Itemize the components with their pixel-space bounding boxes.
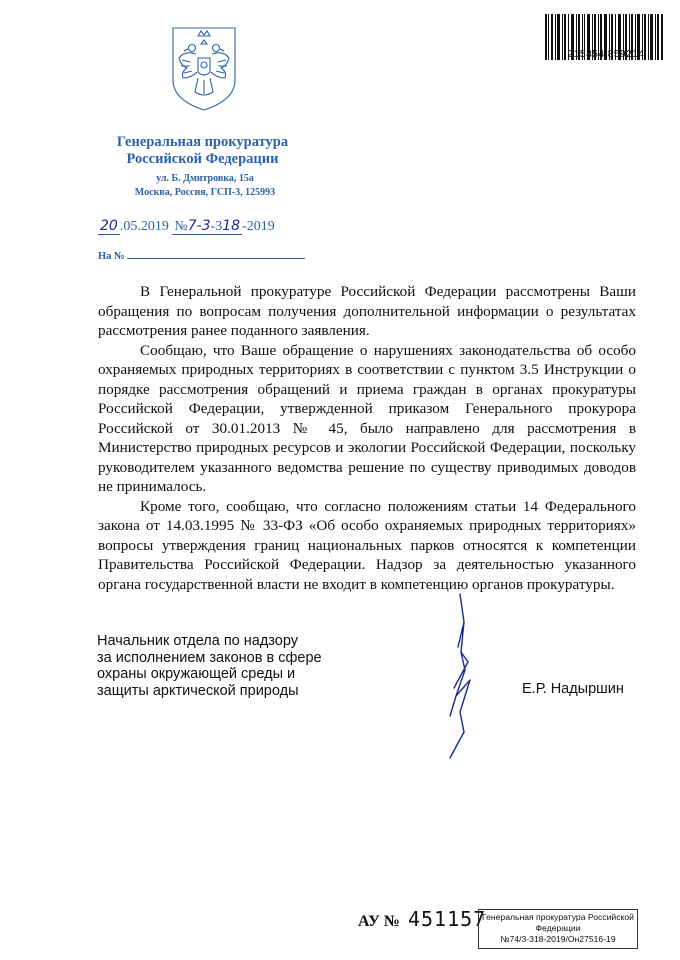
signatory-title-line4: защиты арктической природы	[97, 682, 299, 699]
organization-address	[105, 172, 305, 200]
body-paragraph-2: Сообщаю, что Ваше обращение о нарушениях законодательства об особо охраняемых природных территориях в соответствии с пунктом 3.5 Инструкции о порядке рассмотрения обращений и приема граждан в органах прокуратуры Российской Федерации, утвержденной приказом Генерального прокурора Российской от 30.01.2013 № 45, было направлено для рассмотрения в Министерство природных ресурсов и экологии Российской Федерации, поскольку руководителем указанного ведомства решение по существу приводимых доводов не принималось.	[98, 341, 636, 495]
org-name-line1: Генеральная прокуратура	[116, 134, 289, 150]
stamp-line3: №74/3-318-2019/Он27516-19	[500, 934, 616, 944]
signatory-title-line3: охраны окружающей среды и	[97, 666, 296, 682]
address-line2: Москва, Россия, ГСП-3, 125993	[134, 187, 276, 198]
number-suffix: -2019	[242, 219, 275, 234]
reply-reference-label: На №	[98, 251, 125, 262]
org-name-line2: Российской Федерации	[126, 151, 279, 167]
body-paragraph-3: Кроме того, сообщаю, что согласно положениям статьи 14 Федерального закона от 14.03.1995 № 33-ФЗ «Об особо охраняемых природных территориях» вопросы утверждения границ национальных парков относятся к компетенции Правительства Российской Федерации. Надзор за деятельностью указанного органа государственной власти не входит в компетенцию органов прокуратуры.	[98, 497, 636, 593]
signatory-name: Е.Р. Надыршин	[522, 681, 624, 697]
date-day-handwritten: 20	[100, 218, 118, 234]
registry-number	[358, 907, 486, 931]
number-handwritten-2: 18	[222, 218, 241, 234]
coat-of-arms-emblem-icon	[165, 22, 243, 114]
signatory-title-line1: Начальник отдела по надзору	[97, 633, 299, 649]
stamp-line2: Федерации	[535, 923, 581, 933]
registry-number-value: 451157	[407, 907, 487, 931]
handwritten-signature	[420, 592, 490, 760]
reply-reference-rule	[127, 249, 305, 259]
number-middle: -3	[210, 219, 223, 234]
address-line1: ул. Б. Дмитровка, 15а	[156, 173, 254, 184]
body-paragraph-1: В Генеральной прокуратуре Российской Федерации рассмотрены Ваши обращения по вопросам получения дополнительной информации о результатах рассмотрения ранее поданного заявления.	[98, 283, 636, 339]
reply-reference	[98, 249, 305, 262]
letter-body	[98, 282, 636, 594]
signatory-title	[97, 633, 327, 699]
registration-stamp	[478, 909, 638, 949]
date-printed: .05.2019	[119, 219, 169, 234]
stamp-line1: Генеральная прокуратура Российской	[482, 912, 634, 922]
number-handwritten: 7-3	[187, 218, 211, 234]
organization-name	[95, 134, 310, 168]
number-prefix: №	[174, 219, 188, 234]
document-date-number	[98, 218, 275, 235]
barcode-number: 215354 859214	[567, 48, 645, 60]
registry-label: АУ №	[358, 913, 400, 930]
signatory-title-line2: за исполнением законов в сфере	[97, 649, 322, 666]
